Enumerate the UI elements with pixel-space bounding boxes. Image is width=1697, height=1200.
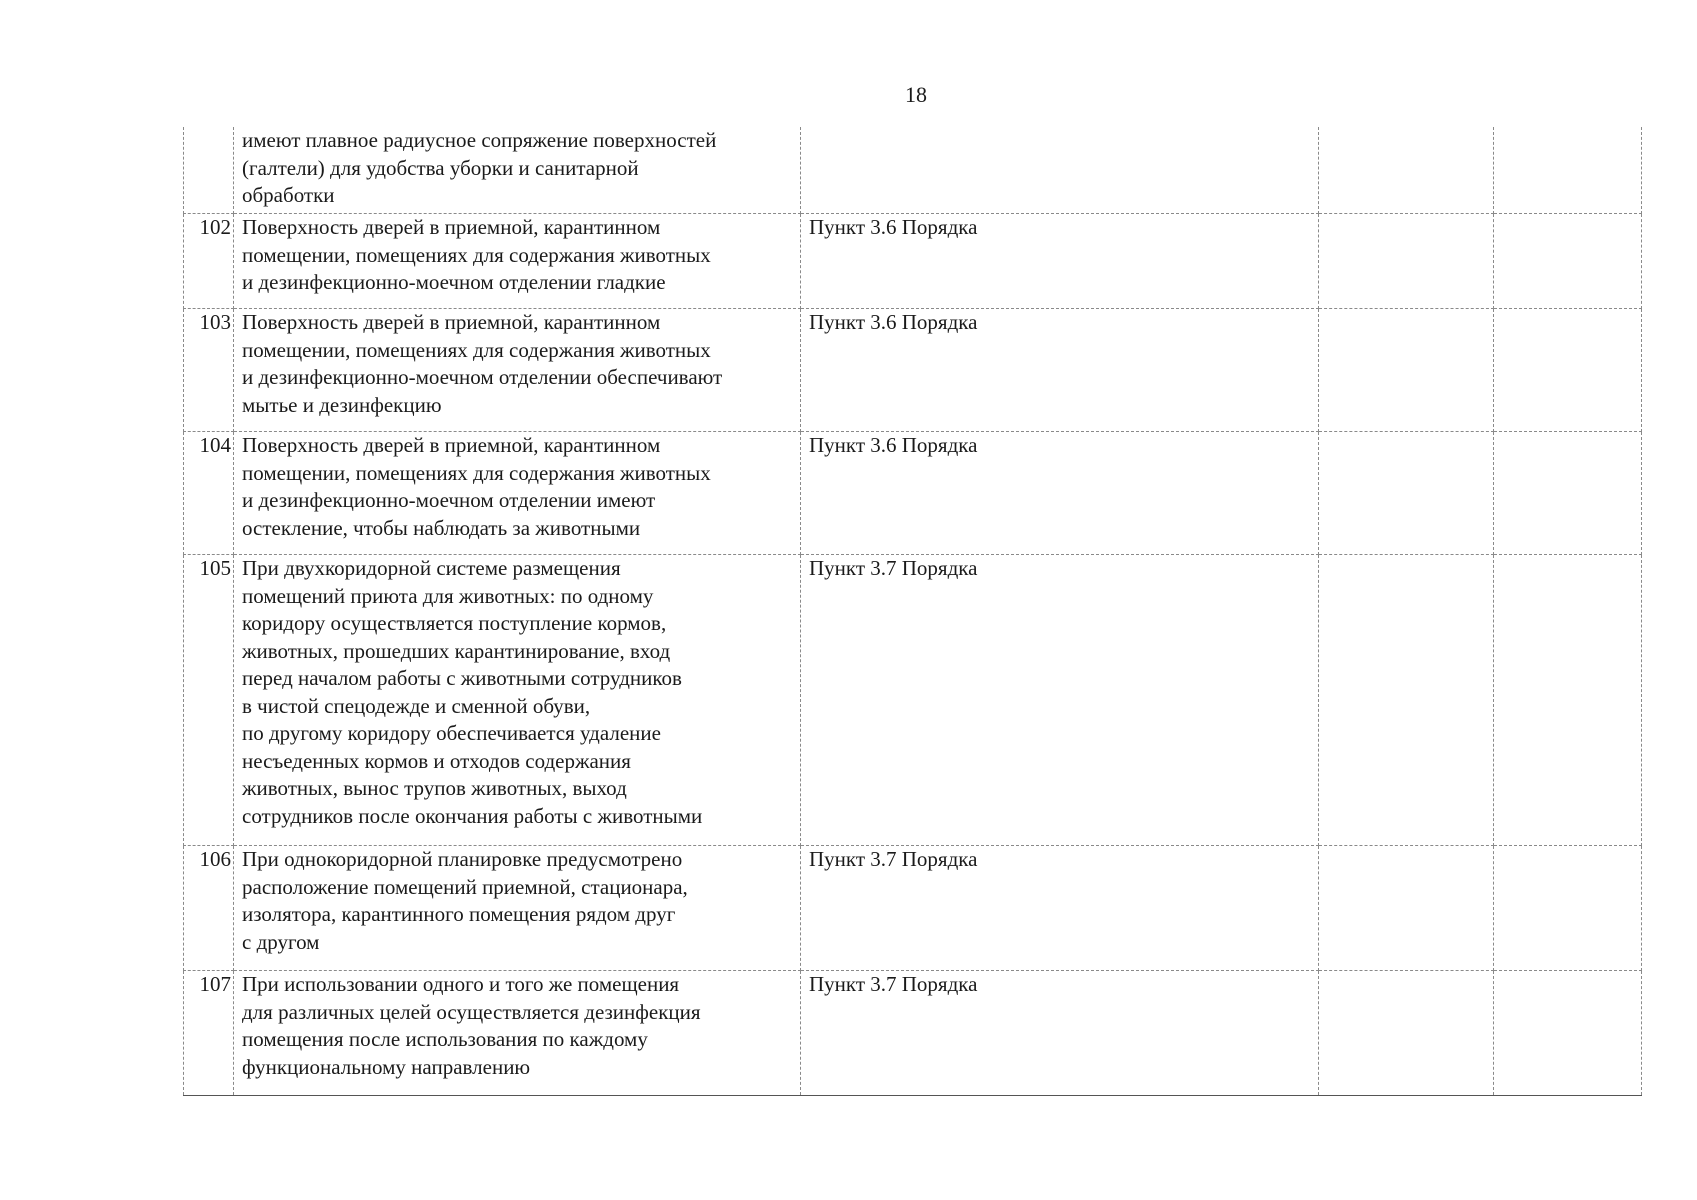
table-row	[184, 846, 1642, 971]
answer-cell	[1319, 127, 1494, 214]
table-row	[184, 971, 1642, 1096]
row-number: 105	[184, 555, 234, 846]
reference-cell: Пункт 3.6 Порядка	[801, 309, 1319, 432]
requirement-cell	[234, 127, 801, 214]
note-cell	[1494, 432, 1642, 555]
requirements-table	[183, 127, 1642, 1096]
answer-cell	[1319, 971, 1494, 1096]
reference-cell: Пункт 3.7 Порядка	[801, 846, 1319, 971]
note-cell	[1494, 555, 1642, 846]
requirement-text: Поверхность дверей в приемной, карантинном помещении, помещениях для содержания животных и дезинфекционно-моечном отделении гладкие	[242, 215, 711, 294]
note-cell	[1494, 127, 1642, 214]
requirement-cell	[234, 309, 801, 432]
requirement-cell	[234, 432, 801, 555]
answer-cell	[1319, 432, 1494, 555]
answer-cell	[1319, 309, 1494, 432]
table-row	[184, 309, 1642, 432]
row-number: 102	[184, 214, 234, 309]
row-number: 103	[184, 309, 234, 432]
requirement-text: При однокоридорной планировке предусмотрено расположение помещений приемной, стационара, изолятора, карантинного помещения рядом друг с другом	[242, 847, 688, 954]
requirement-cell	[234, 846, 801, 971]
row-number: 107	[184, 971, 234, 1096]
row-number: 106	[184, 846, 234, 971]
note-cell	[1494, 214, 1642, 309]
answer-cell	[1319, 214, 1494, 309]
reference-cell: Пункт 3.7 Порядка	[801, 971, 1319, 1096]
table-row	[184, 214, 1642, 309]
requirement-cell	[234, 555, 801, 846]
reference-cell: Пункт 3.7 Порядка	[801, 555, 1319, 846]
row-number: 104	[184, 432, 234, 555]
requirement-cell	[234, 971, 801, 1096]
reference-cell: Пункт 3.6 Порядка	[801, 214, 1319, 309]
requirement-text: При двухкоридорной системе размещения помещений приюта для животных: по одному коридору осуществляется поступление кормов, животных, прошедших карантинирование, вход перед началом работы с животными сотрудников в чистой спецодежде и сменной обуви, по другому коридору обеспечивается удаление несъеденных кормов и отходов содержания животных, вынос трупов животных, выход сотрудников после окончания работы с животными	[242, 556, 703, 828]
answer-cell	[1319, 555, 1494, 846]
requirement-text: При использовании одного и того же помещения для различных целей осуществляется дезинфекция помещения после использования по каждому функциональному направлению	[242, 972, 701, 1079]
table-row	[184, 127, 1642, 214]
reference-cell: Пункт 3.6 Порядка	[801, 432, 1319, 555]
table-row	[184, 432, 1642, 555]
page-number: 18	[905, 82, 927, 107]
requirement-text: имеют плавное радиусное сопряжение поверхностей (галтели) для удобства уборки и санитарной обработки	[242, 128, 717, 207]
requirement-text: Поверхность дверей в приемной, карантинном помещении, помещениях для содержания животных и дезинфекционно-моечном отделении имеют остекление, чтобы наблюдать за животными	[242, 433, 711, 540]
row-number	[184, 127, 234, 214]
answer-cell	[1319, 846, 1494, 971]
reference-cell	[801, 127, 1319, 214]
requirement-text: Поверхность дверей в приемной, карантинном помещении, помещениях для содержания животных и дезинфекционно-моечном отделении обеспечивают мытье и дезинфекцию	[242, 310, 723, 417]
note-cell	[1494, 846, 1642, 971]
note-cell	[1494, 309, 1642, 432]
table-row	[184, 555, 1642, 846]
note-cell	[1494, 971, 1642, 1096]
requirement-cell	[234, 214, 801, 309]
